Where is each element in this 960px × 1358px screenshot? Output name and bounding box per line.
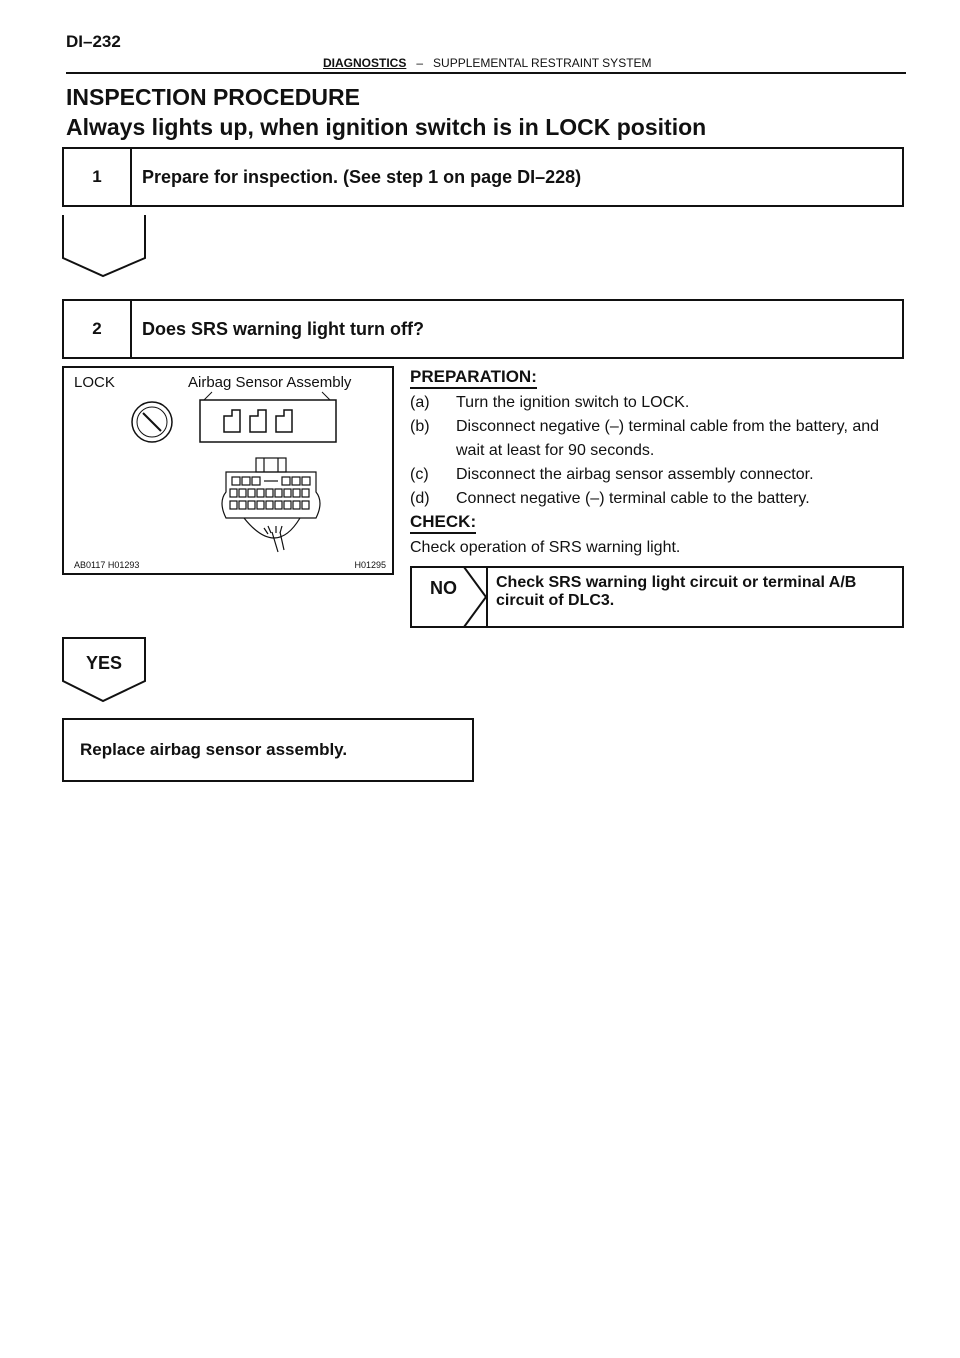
no-divider (486, 566, 488, 628)
step-1-text: Prepare for inspection. (See step 1 on page DI–228) (142, 166, 582, 187)
check-heading: CHECK: (410, 512, 476, 534)
connector-icon (222, 458, 320, 552)
figure-code-left: AB0117 H01293 (74, 560, 140, 570)
prep-item-label: (d) (410, 490, 430, 507)
lock-label: LOCK (74, 374, 115, 391)
step-2-text: Does SRS warning light turn off? (142, 318, 424, 339)
header-rule (66, 72, 906, 74)
prep-item-b (410, 415, 910, 463)
page-subtitle: Always lights up, when ignition switch is in LOCK position (66, 114, 707, 140)
prep-item-text: Connect negative (–) terminal cable to the battery. (456, 490, 810, 507)
prep-item-text: Turn the ignition switch to LOCK. (456, 394, 690, 411)
step-1-box (62, 147, 904, 207)
no-branch-box (410, 566, 904, 628)
no-branch-result: Check SRS warning light circuit or terminal A/B circuit of DLC3. (496, 574, 857, 609)
connector-diagram (64, 368, 392, 573)
airbag-sensor-figure (62, 366, 394, 575)
ignition-lock-icon (132, 402, 172, 442)
no-label: NO (430, 578, 457, 598)
preparation-heading: PREPARATION: (410, 367, 537, 389)
airbag-sensor-assembly-icon (200, 400, 336, 442)
prep-item-a (410, 391, 910, 415)
step-2-number: 2 (64, 301, 132, 357)
prep-item-c (410, 463, 910, 487)
prep-item-label: (c) (410, 466, 429, 483)
subsection-name: SUPPLEMENTAL RESTRAINT SYSTEM (433, 56, 652, 70)
prep-item-label: (b) (410, 418, 430, 435)
page-number: DI–232 (66, 32, 121, 51)
section-name: DIAGNOSTICS (323, 56, 407, 70)
prep-item-d (410, 487, 910, 511)
prep-item-text: Disconnect negative (–) terminal cable from the battery, and wait at least for 90 seconds. (456, 418, 880, 459)
replace-step-box (62, 718, 474, 782)
assembly-label: Airbag Sensor Assembly (188, 374, 352, 391)
preparation-section (410, 366, 910, 560)
page-title: INSPECTION PROCEDURE (66, 84, 360, 110)
check-text: Check operation of SRS warning light. (410, 539, 681, 556)
flow-arrow-1 (62, 214, 146, 278)
prep-item-label: (a) (410, 394, 430, 411)
header-section (323, 56, 652, 70)
replace-step-text: Replace airbag sensor assembly. (80, 740, 348, 759)
figure-code-right: H01295 (354, 560, 386, 570)
prep-item-text: Disconnect the airbag sensor assembly connector. (456, 466, 814, 483)
yes-label: YES (85, 653, 123, 673)
step-2-box (62, 299, 904, 359)
step-1-number: 1 (64, 149, 132, 205)
header-separator: – (416, 56, 424, 70)
